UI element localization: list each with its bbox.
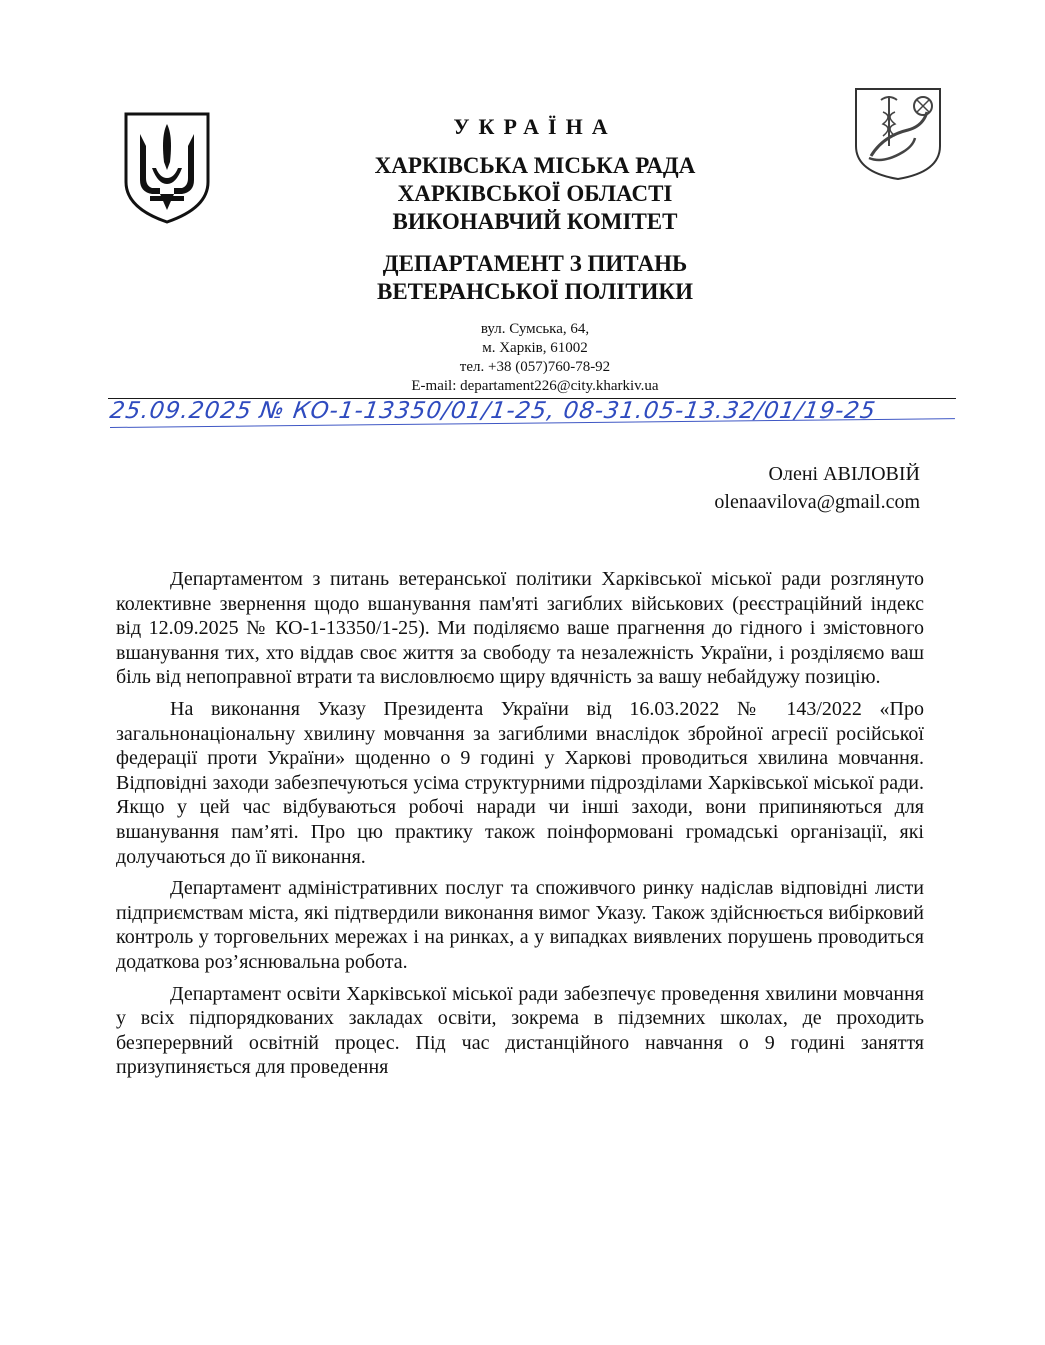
organization-name bbox=[300, 152, 770, 236]
org-line: ВИКОНАВЧИЙ КОМІТЕТ bbox=[392, 209, 678, 234]
letter-body bbox=[116, 567, 924, 1087]
registration-number: 25.09.2025 № КО-1-13350/01/1-25, 08-31.05-13.32/01/19-25 bbox=[108, 398, 878, 424]
recipient-name: Олені АВІЛОВІЙ bbox=[768, 463, 920, 485]
address-street: вул. Сумська, 64, bbox=[480, 321, 590, 337]
recipient-block bbox=[714, 460, 920, 516]
country-name: УКРАЇНА bbox=[453, 114, 617, 139]
department-name bbox=[300, 250, 770, 306]
kharkiv-city-emblem-icon bbox=[853, 86, 943, 182]
address-email: E-mail: departament226@city.kharkiv.ua bbox=[411, 378, 659, 394]
body-paragraph: Департамент адміністративних послуг та споживчого ринку надіслав відповідні листи підприємствам міста, які підтвердили виконання вимог Указу. Також здійснюється вибірковий контроль у торговельних мережах і на ринках, а у випадках виявлених порушень проводиться додаткова роз’яснювальна робота. bbox=[116, 877, 924, 973]
body-paragraph: Департаментом з питань ветеранської політики Харківської міської ради розглянуто колективне звернення щодо вшанування пам'яті загиблих військових (реєстраційний індекс від 12.09.2025 № КО-1-13350/1-25). Ми поділяємо ваше прагнення до гідного і змістовного вшанування тих, хто віддав своє життя за свободу та незалежність України, і розділяємо ваш біль від непоправної втрати та висловлюємо щиру вдячність за вашу небайдужу позицію. bbox=[116, 568, 924, 689]
body-paragraph: На виконання Указу Президента України від 16.03.2022 № 143/2022 «Про загальнонаціональну хвилину мовчання за загиблими внаслідок збройної агресії російської федерації проти України» щоденно о 9 годині у Харкові проводиться хвилина мовчання. Відповідні заходи забезпечуються усіма структурними підрозділами Харківської міської ради. Якщо у цей час відбуваються робочі наради чи інші заходи, вони припиняються для вшанування пам’яті. Про цю практику також поінформовані громадські організації, які долучаються до її виконання. bbox=[116, 697, 924, 868]
address-city: м. Харків, 61002 bbox=[482, 340, 588, 356]
dept-line: ВЕТЕРАНСЬКОЇ ПОЛІТИКИ bbox=[376, 279, 693, 304]
org-line: ХАРКІВСЬКОЇ ОБЛАСТІ bbox=[397, 181, 673, 206]
ukraine-trident-icon bbox=[122, 110, 212, 225]
address-block bbox=[300, 320, 770, 396]
recipient-email: olenaavilova@gmail.com bbox=[714, 491, 920, 513]
address-phone: тел. +38 (057)760-78-92 bbox=[459, 359, 611, 375]
dept-line: ДЕПАРТАМЕНТ З ПИТАНЬ bbox=[382, 251, 688, 276]
org-line: ХАРКІВСЬКА МІСЬКА РАДА bbox=[374, 153, 696, 178]
body-paragraph: Департамент освіти Харківської міської ради забезпечує проведення хвилини мовчання у всіх підпорядкованих закладах освіти, зокрема в підземних школах, де проходить безперервний освітній процес. Під час дистанційного навчання о 9 годині заняття призупиняється для проведення bbox=[116, 982, 924, 1079]
